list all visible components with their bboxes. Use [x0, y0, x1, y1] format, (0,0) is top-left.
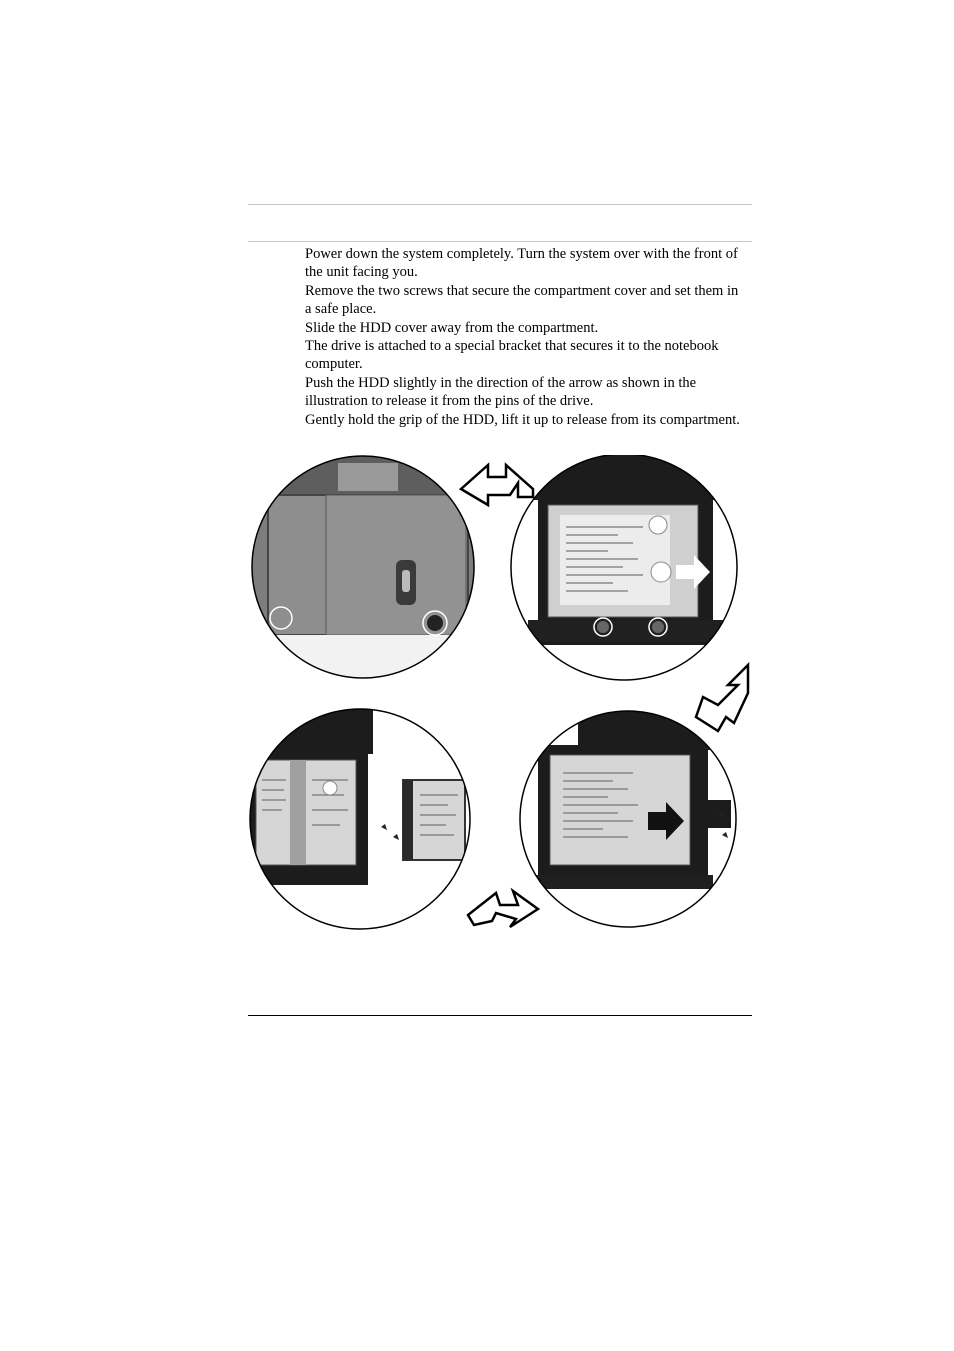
instruction-steps [305, 245, 745, 429]
arrow-right-icon [461, 465, 533, 505]
header-rule-top [248, 204, 752, 205]
step-6: Gently hold the grip of the HDD, lift it up to release from its compartment. [305, 411, 740, 428]
step-4: The drive is attached to a special bracket that secures it to the notebook computer. [305, 338, 719, 373]
arrow-down-icon [696, 665, 748, 731]
panel-hdd-push [520, 705, 740, 931]
panel-hdd-removed [248, 709, 472, 931]
panel-hdd-exposed [510, 455, 750, 685]
arrow-left-icon [468, 891, 538, 927]
panel-cover-closed [248, 455, 488, 685]
header-rule-bottom [248, 241, 752, 242]
step-2: Remove the two screws that secure the compartment cover and set them in a safe place. [305, 282, 739, 318]
footer-rule [248, 1015, 752, 1016]
step-1: Power down the system completely. Turn the system over with the front of the unit facing you. [305, 246, 738, 281]
hdd-removal-illustration [248, 455, 752, 935]
step-3: Slide the HDD cover away from the compartment. [305, 319, 599, 336]
step-5: Push the HDD slightly in the direction of the arrow as shown in the illustration to release it from the pins of the drive. [305, 374, 697, 410]
